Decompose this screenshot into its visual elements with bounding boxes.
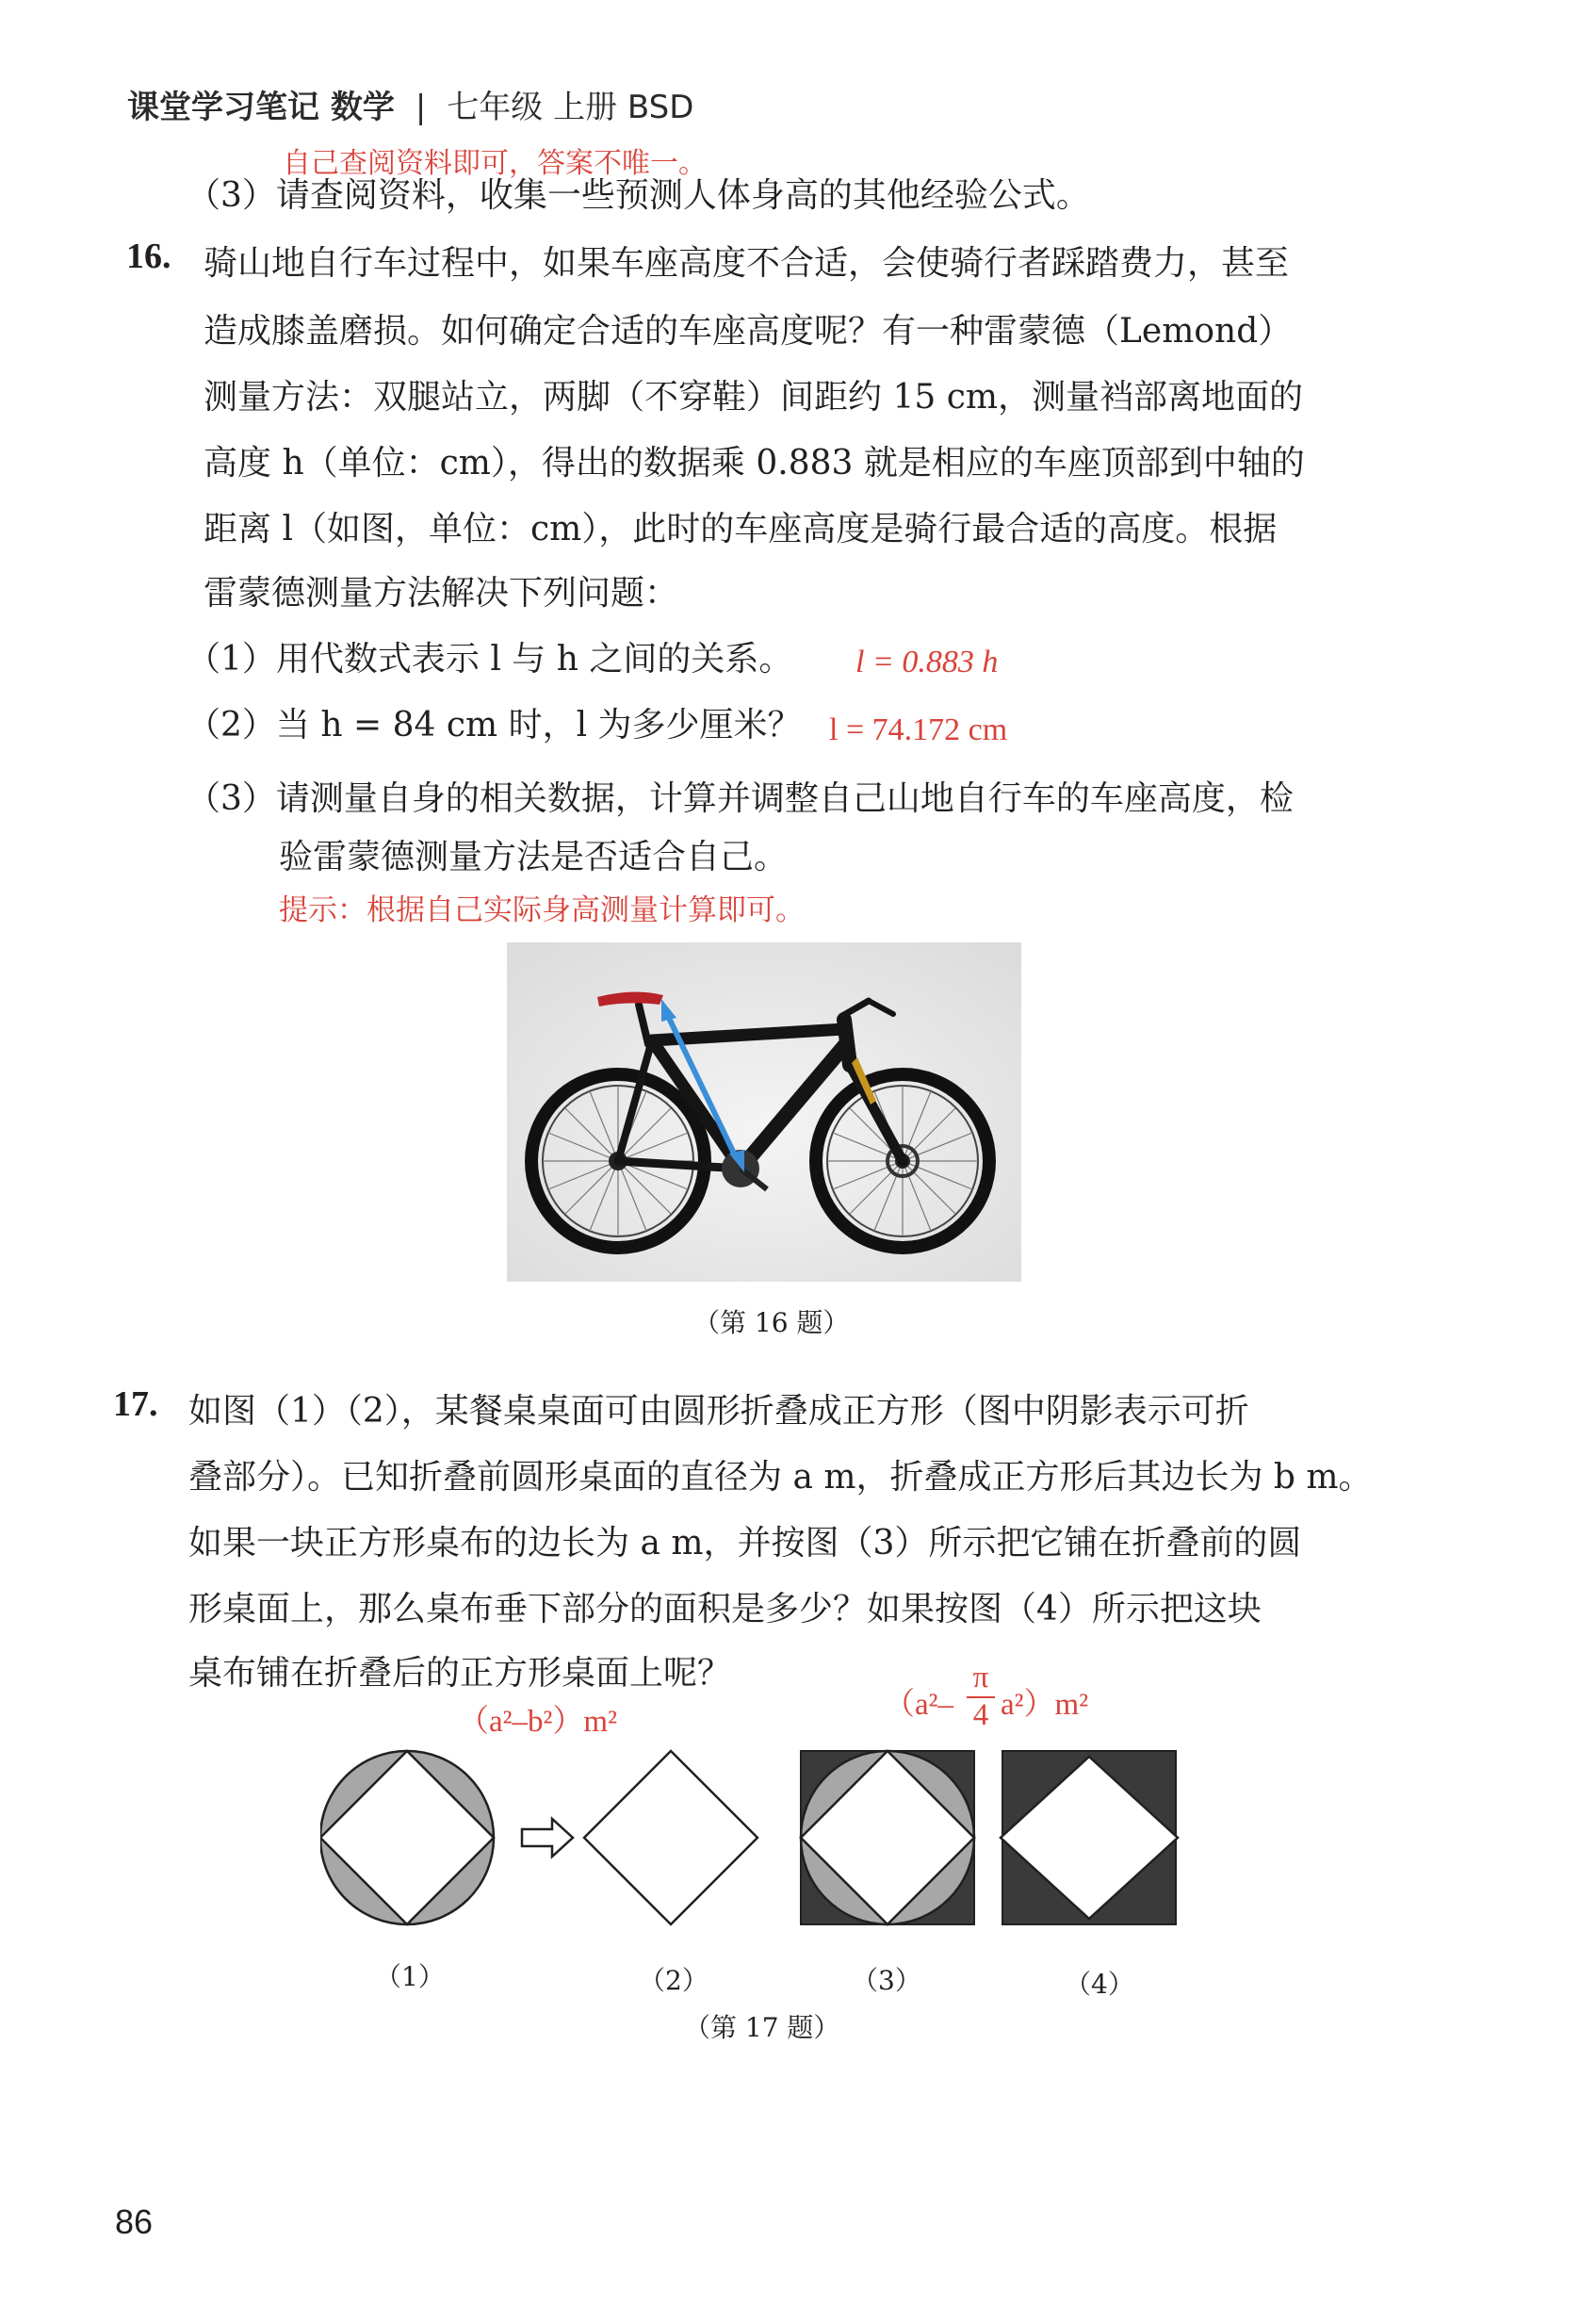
- q16-part3-cont: 验雷蒙德测量方法是否适合自己。: [279, 838, 789, 876]
- q17-number: 17.: [113, 1384, 158, 1424]
- q17-answer-2-numerator: π: [972, 1661, 989, 1694]
- page-header: [127, 81, 693, 127]
- q16-part3: （3）请测量自身的相关数据，计算并调整自己山地自行车的车座高度，检: [187, 779, 1294, 818]
- figure-3-cloth-on-round-table: [801, 1751, 974, 1924]
- figure-3-label: （3）: [852, 1965, 921, 1996]
- figure-2-square-table: [584, 1751, 757, 1924]
- q16-line: 造成膝盖磨损。如何确定合适的车座高度呢？有一种雷蒙德（Lemond）: [204, 312, 1293, 351]
- q16-line: 高度 h（单位：cm），得出的数据乘 0.883 就是相应的车座顶部到中轴的: [204, 444, 1305, 483]
- bicycle-photo: [507, 942, 1021, 1282]
- fold-arrow: [522, 1819, 573, 1857]
- q16-part2-answer: l = 74.172 cm: [829, 712, 1008, 747]
- q17-caption: （第 17 题）: [684, 2012, 840, 2043]
- q16-caption: （第 16 题）: [693, 1307, 850, 1338]
- page-number: 86: [115, 2202, 154, 2241]
- figure-2-label: （2）: [639, 1965, 708, 1996]
- q17-line: 桌布铺在折叠后的正方形桌面上呢？: [188, 1654, 732, 1693]
- bicycle-illustration: [507, 942, 1021, 1282]
- book-title: 课堂学习笔记 数学: [127, 89, 395, 126]
- q16-line: 雷蒙德测量方法解决下列问题：: [204, 574, 679, 613]
- q17-line: 形桌面上，那么桌布垂下部分的面积是多少？如果按图（4）所示把这块: [188, 1590, 1262, 1628]
- q16-hint: 提示：根据自己实际身高测量计算即可。: [279, 893, 805, 927]
- header-separator: |: [415, 89, 427, 126]
- q17-answer-2-denominator: 4: [972, 1698, 989, 1732]
- q15-part3: （3）请查阅资料，收集一些预测人体身高的其他经验公式。: [187, 176, 1090, 215]
- q17-line: 如果一块正方形桌布的边长为 a m，并按图（3）所示把它铺在折叠前的圆: [188, 1524, 1302, 1563]
- q16-line: 骑山地自行车过程中，如果车座高度不合适，会使骑行者踩踏费力，甚至: [204, 244, 1290, 283]
- q17-answer-2-prefix: （a²–: [884, 1688, 954, 1722]
- q16-line: 测量方法：双腿站立，两脚（不穿鞋）间距约 15 cm，测量裆部离地面的: [204, 378, 1303, 417]
- figure-1-label: （1）: [375, 1961, 445, 1992]
- q17-answer-2-suffix: a²）m²: [1001, 1688, 1089, 1722]
- q17-figures: [320, 1734, 1206, 1951]
- book-subtitle: 七年级 上册 BSD: [447, 89, 694, 126]
- q16-part1-answer: l = 0.883 h: [855, 645, 999, 679]
- q17-line: 叠部分）。已知折叠前圆形桌面的直径为 a m，折叠成正方形后其边长为 b m。: [188, 1458, 1373, 1497]
- q16-line: 距离 l（如图，单位：cm），此时的车座高度是骑行最合适的高度。根据: [204, 510, 1278, 548]
- q16-part1: （1）用代数式表示 l 与 h 之间的关系。: [187, 640, 793, 679]
- q17-answer-1: （a²–b²）m²: [458, 1705, 617, 1739]
- figure-1-round-table: [320, 1751, 494, 1924]
- q17-line: 如图（1）（2），某餐桌桌面可由圆形折叠成正方形（图中阴影表示可折: [188, 1392, 1249, 1431]
- q15-answer-note: 自己查阅资料即可，答案不唯一。: [283, 147, 707, 180]
- q16-number: 16.: [126, 237, 171, 276]
- q16-part2: （2）当 h = 84 cm 时，l 为多少厘米？: [187, 706, 802, 744]
- figure-4-label: （4）: [1065, 1969, 1134, 2000]
- figure-4-cloth-on-square-table: [1001, 1751, 1178, 1924]
